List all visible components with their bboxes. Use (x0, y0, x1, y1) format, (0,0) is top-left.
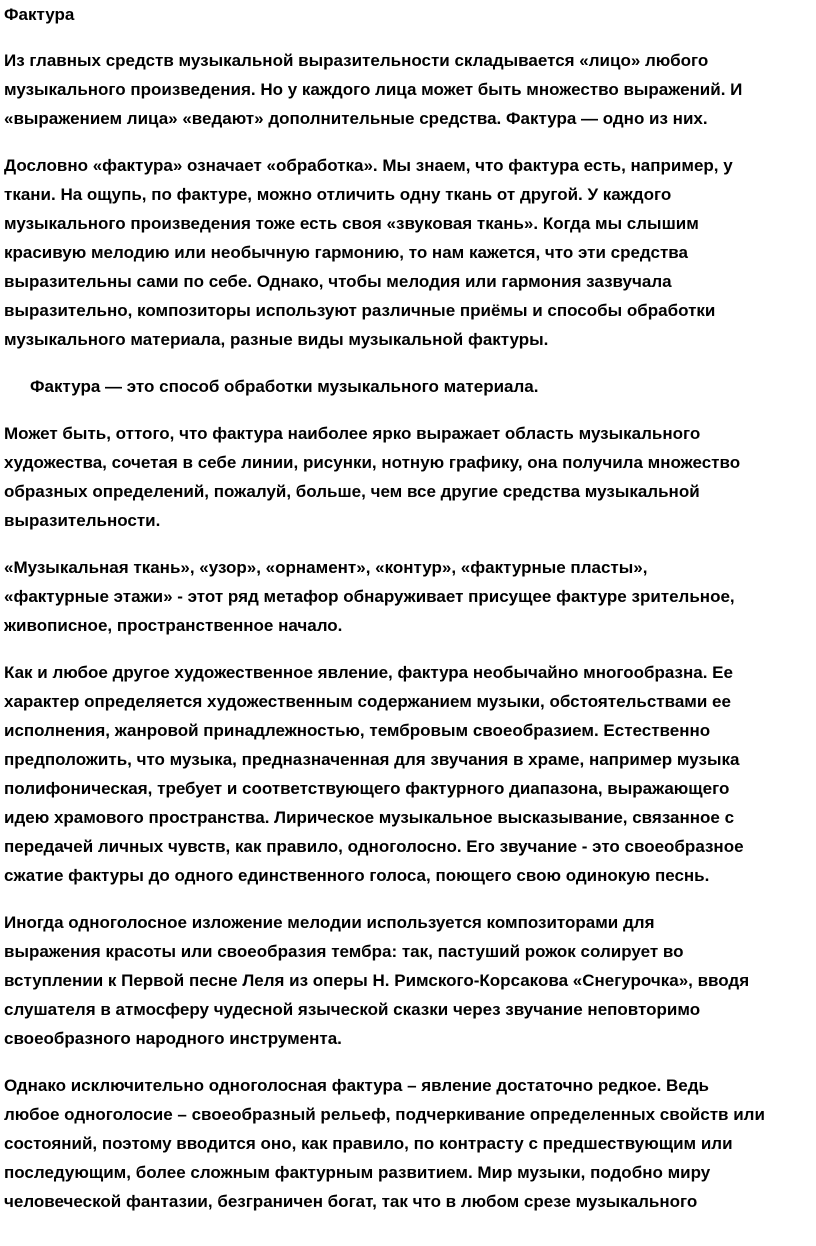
paragraph-line: состояний, поэтому вводится оно, как правило, по контрасту с предшествующим или (4, 1134, 733, 1153)
paragraph-line: любое одноголосие – своеобразный рельеф, подчеркивание определенных свойств или (4, 1105, 765, 1124)
paragraph-intro (4, 46, 814, 133)
paragraph-metaphors-list (4, 553, 814, 640)
paragraph-line: человеческой фантазии, безграничен богат, так что в любом срезе музыкального (4, 1192, 698, 1211)
paragraph-line: идею храмового пространства. Лирическое музыкальное высказывание, связанное с (4, 808, 735, 827)
paragraph-line: красивую мелодию или необычную гармонию, то нам кажется, что эти средства (4, 243, 688, 262)
paragraph-line: «выражением лица» «ведают» дополнительные средства. Фактура — одно из них. (4, 109, 708, 128)
paragraph-line: предположить, что музыка, предназначенная для звучания в храме, например музыка (4, 750, 740, 769)
paragraph-line: последующим, более сложным фактурным развитием. Мир музыки, подобно миру (4, 1163, 711, 1182)
paragraph-line: выражения красоты или своеобразия тембра: так, пастуший рожок солирует во (4, 942, 684, 961)
paragraph-line: живописное, пространственное начало. (4, 616, 343, 635)
paragraph-line: Может быть, оттого, что фактура наиболее ярко выражает область музыкального (4, 424, 701, 443)
paragraph-definition (4, 151, 814, 354)
paragraph-line: Однако исключительно одноголосная фактура – явление достаточно редкое. Ведь (4, 1076, 709, 1095)
paragraph-line: «Музыкальная ткань», «узор», «орнамент», «контур», «фактурные пласты», (4, 558, 648, 577)
document-page (4, 0, 814, 1216)
paragraph-line: характер определяется художественным содержанием музыки, обстоятельствами ее (4, 692, 731, 711)
paragraph-line: Из главных средств музыкальной выразительности складывается «лицо» любого (4, 51, 709, 70)
paragraph-line: Фактура — это способ обработки музыкального материала. (30, 377, 539, 396)
paragraph-line: слушателя в атмосферу чудесной языческой сказки через звучание неповторимо (4, 1000, 701, 1019)
paragraph-line: Дословно «фактура» означает «обработка». Мы знаем, что фактура есть, например, у (4, 156, 733, 175)
paragraph-line: ткани. На ощупь, по фактуре, можно отличить одну ткань от другой. У каждого (4, 185, 672, 204)
paragraph-line: образных определений, пожалуй, больше, чем все другие средства музыкальной (4, 482, 700, 501)
paragraph-line: выразительно, композиторы используют различные приёмы и способы обработки (4, 301, 716, 320)
paragraph-key-definition (4, 372, 814, 401)
paragraph-line: своеобразного народного инструмента. (4, 1029, 342, 1048)
paragraph-line: музыкального произведения тоже есть своя «звуковая ткань». Когда мы слышим (4, 214, 699, 233)
paragraph-line: полифоническая, требует и соответствующего фактурного диапазона, выражающего (4, 779, 730, 798)
paragraph-monophony-rare (4, 1071, 814, 1216)
paragraph-line: музыкального материала, разные виды музыкальной фактуры. (4, 330, 549, 349)
paragraph-line: исполнения, жанровой принадлежностью, тембровым своеобразием. Естественно (4, 721, 711, 740)
paragraph-metaphors-intro (4, 419, 814, 535)
paragraph-diversity (4, 658, 814, 890)
paragraph-line: выразительны сами по себе. Однако, чтобы мелодия или гармония зазвучала (4, 272, 672, 291)
paragraph-line: сжатие фактуры до одного единственного голоса, поющего свою одинокую песнь. (4, 866, 710, 885)
paragraph-line: Как и любое другое художественное явление, фактура необычайно многообразна. Ее (4, 663, 733, 682)
paragraph-line: музыкального произведения. Но у каждого лица может быть множество выражений. И (4, 80, 743, 99)
paragraph-line: вступлении к Первой песне Леля из оперы Н. Римского-Корсакова «Снегурочка», вводя (4, 971, 750, 990)
paragraph-monophony-timbre (4, 908, 814, 1053)
paragraph-line: Иногда одноголосное изложение мелодии используется композиторами для (4, 913, 655, 932)
document-title: Фактура (4, 5, 75, 24)
paragraph-line: художества, сочетая в себе линии, рисунки, нотную графику, она получила множество (4, 453, 741, 472)
paragraph-line: выразительности. (4, 511, 161, 530)
paragraph-line: передачей личных чувств, как правило, одноголосно. Его звучание - это своеобразное (4, 837, 744, 856)
paragraph-line: «фактурные этажи» - этот ряд метафор обнаруживает присущее фактуре зрительное, (4, 587, 735, 606)
